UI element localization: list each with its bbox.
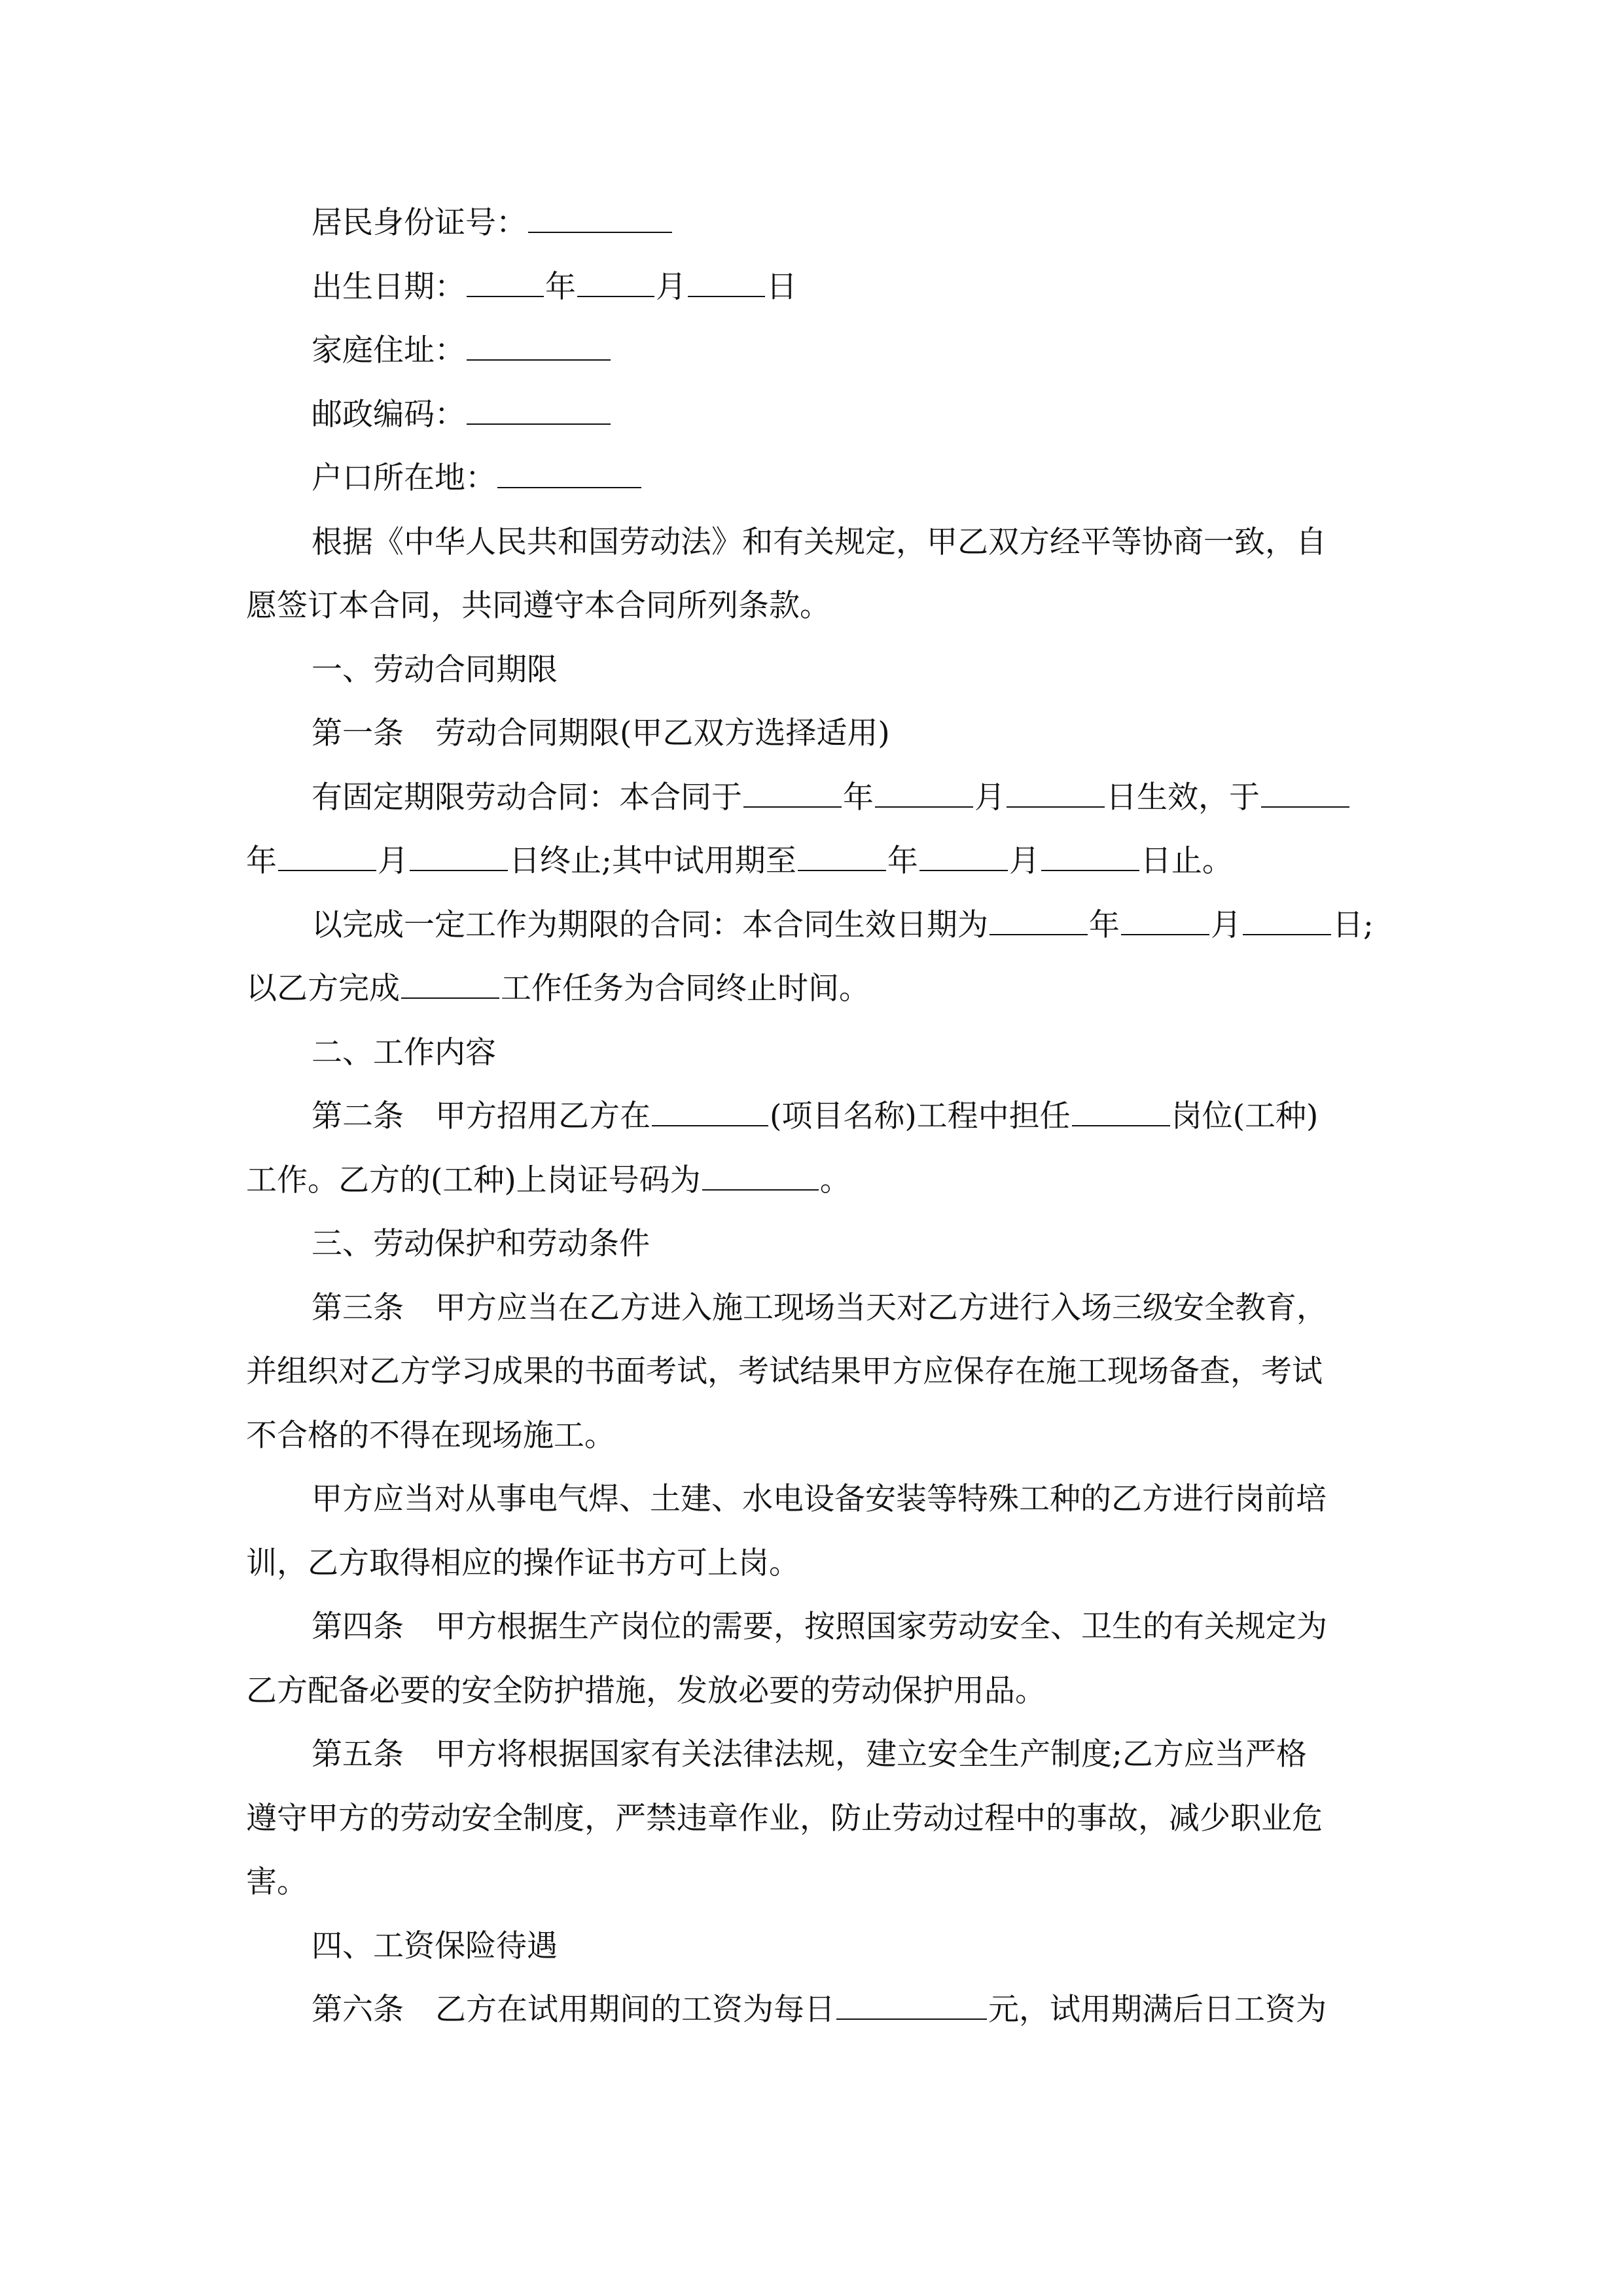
postal-code-line: [246, 383, 1378, 447]
text: 劳动合同期限(甲乙双方选择适用): [435, 715, 890, 751]
text: 以乙方完成: [246, 971, 400, 1007]
position-blank: [1072, 1099, 1170, 1126]
month-blank: [577, 270, 654, 297]
paragraph-line: [246, 1149, 1378, 1213]
section-heading: [246, 1914, 1378, 1979]
task-blank: [401, 971, 499, 999]
certificate-blank: [702, 1163, 819, 1191]
address-blank: [467, 333, 611, 361]
year-blank: [743, 780, 842, 808]
text: 训，乙方取得相应的操作证书方可上岗。: [246, 1545, 800, 1581]
year-blank: [1261, 780, 1349, 808]
text: 四、工资保险待遇: [312, 1928, 558, 1964]
project-blank: [652, 1099, 768, 1126]
year-blank: [798, 844, 886, 871]
text: 年: [887, 843, 918, 879]
day-blank: [1243, 908, 1331, 935]
article-line: [246, 1978, 1378, 2042]
postal-blank: [467, 397, 611, 425]
month-blank: [1121, 908, 1209, 935]
text: 日终止;其中试用期至: [509, 843, 796, 879]
household-blank: [497, 461, 641, 488]
text: 年: [246, 843, 277, 879]
article-number: 第一条: [312, 715, 404, 751]
text: 乙方在试用期间的工资为每日: [435, 1992, 835, 2028]
paragraph-line: [246, 1532, 1378, 1596]
month-blank: [278, 844, 376, 871]
year-blank: [990, 908, 1088, 935]
text: 工作任务为合同终止时间。: [501, 971, 870, 1007]
text: 日止。: [1140, 843, 1233, 879]
day-blank: [410, 844, 508, 871]
section-heading: [246, 638, 1378, 702]
text: 并组织对乙方学习成果的书面考试，考试结果甲方应保存在施工现场备查，考试: [246, 1354, 1323, 1390]
month-blank: [875, 780, 973, 808]
text: 出生日期：: [312, 268, 465, 305]
text: 甲方根据生产岗位的需要，按照国家劳动安全、卫生的有关规定为: [435, 1609, 1327, 1645]
text: 根据《中华人民共和国劳动法》和有关规定，甲乙双方经平等协商一致，自: [312, 524, 1327, 560]
text: 年: [1089, 906, 1120, 943]
article-line: [246, 1085, 1378, 1149]
text: 年: [545, 268, 576, 305]
text: 家庭住址：: [312, 332, 465, 368]
article-line: [246, 1276, 1378, 1340]
text: 月: [656, 268, 687, 305]
text: 日;: [1332, 906, 1374, 943]
day-blank: [1041, 844, 1139, 871]
text: 工作。乙方的(工种)上岗证号码为: [246, 1162, 701, 1198]
text: 甲方招用乙方在: [435, 1098, 651, 1134]
text: 户口所在地：: [312, 460, 496, 496]
paragraph-line: [246, 766, 1378, 830]
text: 岗位(工种): [1171, 1098, 1319, 1134]
paragraph-line: [246, 1467, 1378, 1532]
text: 以完成一定工作为期限的合同：本合同生效日期为: [312, 906, 988, 943]
home-address-line: [246, 319, 1378, 383]
text: 三、劳动保护和劳动条件: [312, 1226, 650, 1262]
text: 月: [974, 779, 1005, 816]
article-number: 第二条: [312, 1098, 404, 1134]
text: 邮政编码：: [312, 396, 465, 433]
text: 元，试用期满后日工资为: [988, 1992, 1327, 2028]
text: 日生效，于: [1106, 779, 1260, 816]
text: 甲方应当在乙方进入施工现场当天对乙方进行入场三级安全教育，: [435, 1289, 1327, 1326]
text: 年: [843, 779, 874, 816]
article-number: 第四条: [312, 1609, 404, 1645]
text: 月: [378, 843, 408, 879]
text: 。: [819, 1162, 851, 1198]
birth-date-line: [246, 255, 1378, 319]
article-line: [246, 702, 1378, 766]
article-number: 第三条: [312, 1289, 404, 1326]
article-line: [246, 1595, 1378, 1659]
text: 二、工作内容: [312, 1034, 496, 1071]
text: 月: [1211, 906, 1241, 943]
text: 不合格的不得在现场施工。: [246, 1417, 615, 1454]
day-blank: [688, 270, 765, 297]
section-heading: [246, 1021, 1378, 1085]
year-blank: [467, 270, 544, 297]
text: 遵守甲方的劳动安全制度，严禁违章作业，防止劳动过程中的事故，减少职业危: [246, 1800, 1323, 1837]
wage-blank: [836, 1992, 987, 2020]
text: 日: [766, 268, 797, 305]
article-number: 第六条: [312, 1992, 404, 2028]
day-blank: [1007, 780, 1105, 808]
paragraph-line: [246, 1850, 1378, 1914]
text: 甲方将根据国家有关法律法规，建立安全生产制度;乙方应当严格: [435, 1736, 1307, 1772]
month-blank: [919, 844, 1008, 871]
id-number-blank: [528, 206, 672, 233]
text: 有固定期限劳动合同：本合同于: [312, 779, 742, 816]
text: 月: [1008, 843, 1040, 879]
paragraph-line: [246, 511, 1378, 575]
paragraph-line: [246, 1787, 1378, 1851]
text: 居民身份证号：: [312, 205, 527, 241]
article-line: [246, 1723, 1378, 1787]
article-number: 第五条: [312, 1736, 404, 1772]
text: 一、劳动合同期限: [312, 651, 558, 688]
text: 乙方配备必要的安全防护措施，发放必要的劳动保护用品。: [246, 1672, 1046, 1709]
text: (项目名称)工程中担任: [770, 1098, 1071, 1134]
text: 甲方应当对从事电气焊、土建、水电设备安装等特殊工种的乙方进行岗前培: [312, 1481, 1327, 1517]
paragraph-line: [246, 1404, 1378, 1468]
text: 害。: [246, 1864, 308, 1900]
paragraph-line: [246, 893, 1378, 958]
text: 愿签订本合同，共同遵守本合同所列条款。: [246, 588, 830, 624]
paragraph-line: [246, 574, 1378, 638]
id-number-line: [246, 191, 1378, 255]
contract-body: [246, 191, 1378, 2042]
paragraph-line: [246, 1340, 1378, 1404]
household-line: [246, 446, 1378, 511]
paragraph-line: [246, 1659, 1378, 1723]
paragraph-line: [246, 957, 1378, 1021]
paragraph-line: [246, 829, 1378, 893]
section-heading: [246, 1212, 1378, 1276]
